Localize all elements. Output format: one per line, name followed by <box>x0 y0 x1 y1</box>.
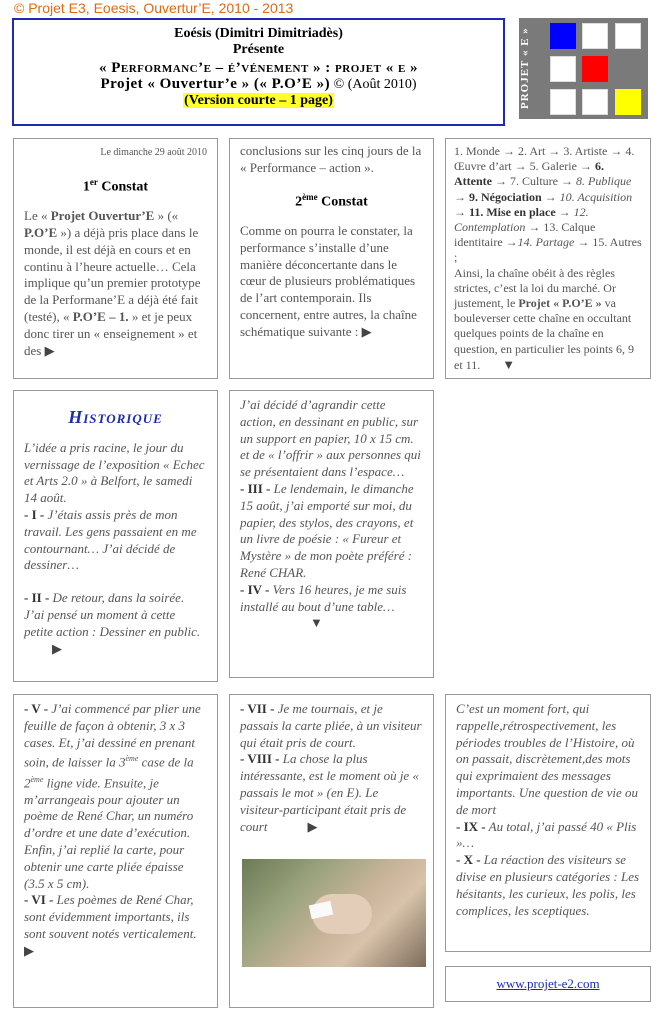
step-3: - III - Le lendemain, le dimanche 15 août, j’ai emporté sur moi, du papier, des stylos, des crayons, et un livre de poésie : « Fureur et Mystère » de mon poète préféré : René CHAR. <box>240 480 414 580</box>
chain-step: 8. Publique <box>575 174 632 189</box>
panel-steps-5-6 <box>13 694 218 1008</box>
chain-step: → <box>541 189 560 204</box>
chain-step: → <box>454 189 469 204</box>
step-2: - II - De retour, dans la soirée. J’ai pensé un moment à cette petite action : Dessiner en public.▶ <box>24 590 201 656</box>
step-9: - IX - Au total, j’ai passé 40 « Plis »… <box>456 818 637 851</box>
step-6: - VI - Les poèmes de René Char, sont évidemment importants, ils sont souvent notés verticalement. <box>24 892 197 942</box>
copyright-notice: © Projet E3, Eoesis, Ouvertur’E, 2010 - 2013 <box>14 0 294 16</box>
chain-step: 10. Acquisition <box>559 189 633 204</box>
reflection-text: C’est un moment fort, qui rappelle,rétrospectivement, les périodes troubles de l’Histoire, où on passait, discrètement,des mots qui exprimaient des messages importants. Une question de vie ou de mort <box>456 701 638 817</box>
panel-steps-7-8 <box>229 694 434 1008</box>
first-constat-text: Le « Projet Ouvertur’E » (« P.O’E ») a déjà pris place dans le monde, il est déjà en cours et en continu à l’heure actuelle… Cela implique qu’un premier prototype de la Performane’E a déjà été fait (testé), « P.O’E – 1. » et je peux donc tirer un « enseignement » et des ▶ <box>24 208 201 358</box>
logo-square <box>582 89 608 115</box>
panel-website <box>445 966 651 1002</box>
chain-step: → 7. Culture → <box>491 174 576 189</box>
panel-first-constat <box>13 138 218 379</box>
continue-arrow-icon: ▶ <box>44 342 55 358</box>
chain-step: → <box>555 204 574 219</box>
chain-step: 1. Monde → 2. Art → 3. Artiste → 4. Œuvre d’art → 5. Galerie → <box>454 144 635 174</box>
chain-step: → 15. Autres ; <box>454 235 642 265</box>
panel-historique <box>13 390 218 682</box>
header-box <box>12 18 505 126</box>
continue-arrow-icon: ▶ <box>307 818 318 834</box>
version-label: (Version courte – 1 page) <box>184 93 333 108</box>
continue-arrow-icon: ▶ <box>24 942 34 958</box>
second-constat-text: Comme on pourra le constater, la performance s’installe d’une manière déconcertante dans le cœur de plusieurs problématiques de l’art contemporain. Ils concernent, entre autres, la chaîne schématique suivante : ▶ <box>240 223 417 339</box>
chain-step: 9. Négociation <box>469 189 542 204</box>
website-link[interactable]: www.projet-e2.com <box>496 976 600 991</box>
continue-arrow-icon: ▶ <box>52 640 62 656</box>
step-7: - VII - Je me tournais, et je passais la carte pliée, à un visiteur qui était pris de court. <box>240 701 422 750</box>
panel-steps-3-4 <box>229 390 434 678</box>
logo-square-gray <box>615 56 641 82</box>
historique-intro: L’idée a pris racine, le jour du vernissage de l’exposition « Echec et Arts 2.0 » à Belfort, le samedi 14 août. <box>24 439 205 506</box>
chain-step: 12. Contemplation <box>454 204 589 235</box>
action-description: J’ai décidé d’agrandir cette action, en dessinant en public, sur un support en papier, 10 x 15 cm. et de « l’offrir » aux personnes qui se présentaient dans l’espace… <box>240 397 421 480</box>
step-8: - VIII - La chose la plus intéressante, est le moment où je « passais le mot » (en E). Le visiteur-participant était pris de court ▶ <box>240 751 419 834</box>
step-1: - I - J’étais assis près de mon travail. Les gens passaient en me contournant… J’ai décidé de dessiner… <box>24 506 197 573</box>
project-e-logo <box>519 18 648 119</box>
art-chain-text: Ainsi, la chaîne obéit à des règles strictes, c’est la loi du marché. Or justement, le Projet « P.O’E » va bouleverser cette chaîne en occultant quelques points de la chaîne en question, en particulier les points 6, 9 et 11. ▼ <box>454 265 634 372</box>
continue-arrow-icon: ▼ <box>310 615 323 631</box>
step-10: - X - La réaction des visiteurs se divise en plusieurs catégories : Les hésitants, les curieux, les polis, les complices, les sceptiques. <box>456 852 640 918</box>
chain-step: 11. Mise en place <box>469 204 556 219</box>
logo-square <box>615 23 641 49</box>
continue-arrow-icon: ▼ <box>502 356 516 372</box>
performance-photo <box>242 859 426 967</box>
panel-second-constat <box>229 138 434 379</box>
publication-date: Le dimanche 29 août 2010 <box>100 147 207 158</box>
panel-art-chain <box>445 138 651 379</box>
step-5: - V - J’ai commencé par plier une feuille de façon à obtenir, 3 x 3 cases. Et, j’ai dessiné en prenant soin, de laisser la 3ème case de la 2ème ligne vide. Ensuite, je m’arrangeais pour ajouter un poème de René Char, un numéro d’ordre et une date d’exécution. Enfin, j’ai replié la carte, pour obtenir une carte pliée épaisse (3.5 x 5 cm). <box>24 701 201 891</box>
chain-step: → 13. Calque identitaire → <box>454 220 596 250</box>
art-chain-list <box>454 144 642 266</box>
second-constat-intro: conclusions sur les cinq jours de la « Performance – action ». <box>240 143 422 175</box>
logo-square-blue <box>550 23 576 49</box>
author-name: Eoésis (Dimitri Dimitriadès) <box>174 26 343 41</box>
first-constat-title: 1er Constat <box>82 176 149 195</box>
continue-arrow-icon: ▶ <box>361 323 372 339</box>
chain-step: 14. Partage <box>517 235 575 250</box>
chain-step: → <box>454 204 469 219</box>
project-title: Projet « Ouvertur’e » (« P.O’E ») © (Août 2010) <box>100 76 417 92</box>
presents-label: Présente <box>232 42 285 57</box>
logo-square-yellow <box>615 89 641 115</box>
logo-label: PROJET « E » <box>519 18 541 119</box>
logo-square <box>582 23 608 49</box>
panel-steps-9-10 <box>445 694 651 952</box>
logo-square <box>550 89 576 115</box>
logo-square-red <box>582 56 608 82</box>
historique-heading: Historique <box>68 407 163 427</box>
second-constat-title: 2ème Constat <box>295 191 368 210</box>
chain-step: 6. Attente <box>454 159 604 189</box>
event-title: « Performanc’e – é’vénement » : projet « e » <box>98 60 419 76</box>
logo-square <box>550 56 576 82</box>
step-4: - IV - Vers 16 heures, je me suis installé au bout d’une table…▼ <box>240 581 407 631</box>
